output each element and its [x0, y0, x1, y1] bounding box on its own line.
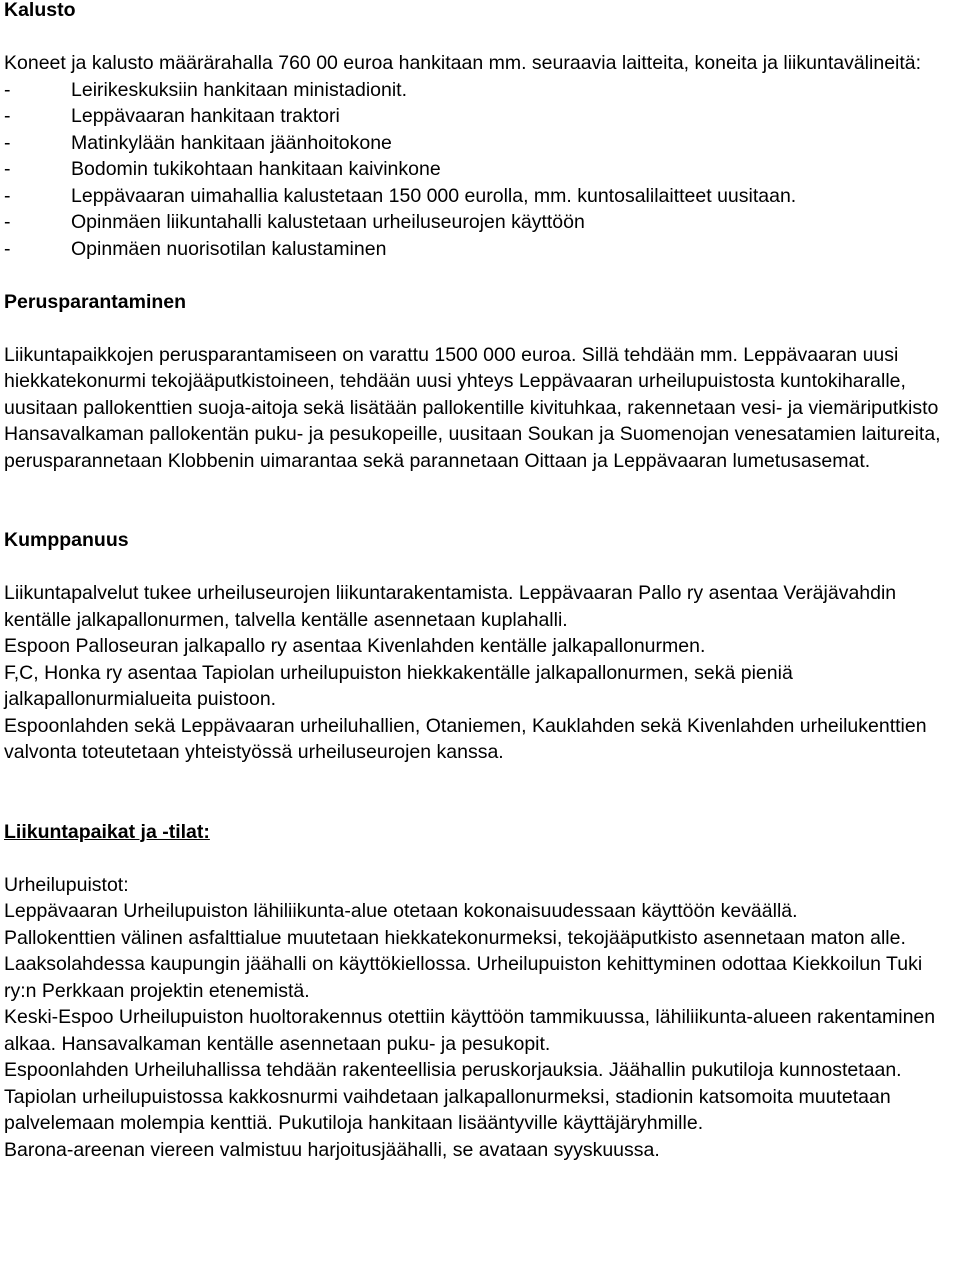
section-perusparantaminen: [4, 289, 956, 475]
liikuntapaikat-paragraph: Laaksolahdessa kaupungin jäähalli on käyttökiellossa. Urheilupuiston kehittyminen odottaa Kiekkoilun Tuki ry:n Perkkaan projektin etenemistä.: [4, 953, 923, 1002]
liikuntapaikat-paragraph: Tapiolan urheilupuistossa kakkosnurmi vaihdetaan jalkapallonurmeksi, stadionin katsomoita muutetaan palvelemaan molempia kenttiä. Pukutiloja hankitaan lisääntyville käyttäjäryhmille.: [4, 1085, 891, 1134]
list-dash: -: [4, 105, 11, 127]
list-dash: -: [4, 158, 11, 180]
heading-kalusto: Kalusto: [4, 0, 76, 21]
list-item: - Leppävaaran hankitaan traktori: [4, 103, 956, 130]
liikuntapaikat-paragraph: Barona-areenan viereen valmistuu harjoitusjäähalli, se avataan syyskuussa.: [4, 1138, 660, 1161]
kumppanuus-paragraph: Liikuntapalvelut tukee urheiluseurojen liikuntarakentamista. Leppävaaran Pallo ry asentaa Veräjävahdin kentälle jalkapallonurmen, talvella kentälle asennetaan kuplahalli.: [4, 582, 897, 631]
list-item: - Matinkylään hankitaan jäänhoitokone: [4, 130, 956, 157]
kalusto-intro: Koneet ja kalusto määrärahalla 760 00 euroa hankitaan mm. seuraavia laitteita, koneita ja liikuntavälineitä:: [4, 52, 922, 74]
liikuntapaikat-paragraph: Pallokenttien välinen asfalttialue muutetaan hiekkatekonurmeksi, tekojääputkisto asennetaan maton alle.: [4, 926, 906, 949]
kumppanuus-paragraph: Espoonlahden sekä Leppävaaran urheiluhallien, Otaniemen, Kauklahden sekä Kivenlahden urheilukenttien valvonta toteutetaan yhteistyössä urheiluseurojen kanssa.: [4, 714, 927, 763]
list-dash: -: [4, 131, 11, 154]
list-dash: -: [4, 184, 11, 207]
heading-liikuntapaikat: Liikuntapaikat ja -tilat:: [4, 820, 210, 843]
section-kalusto: [4, 0, 956, 262]
heading-kumppanuus: Kumppanuus: [4, 529, 129, 551]
list-item: - Bodomin tukikohtaan hankitaan kaivinkone: [4, 156, 956, 183]
liikuntapaikat-paragraph: Keski-Espoo Urheilupuiston huoltorakennus otettiin käyttöön tammikuussa, lähiliikunta-alueen rakentaminen alkaa. Hansavalkaman kentälle asennetaan puku- ja pesukopit.: [4, 1006, 936, 1055]
section-kumppanuus: [4, 527, 956, 766]
liikuntapaikat-paragraph: Leppävaaran Urheilupuiston lähiliikunta-alue otetaan kokonaisuudessaan käyttöön keväällä.: [4, 900, 798, 922]
list-item: - Opinmäen liikuntahalli kalustetaan urheiluseurojen käyttöön: [4, 209, 956, 236]
list-item: - Leirikeskuksiin hankitaan ministadionit.: [4, 77, 956, 104]
section-liikuntapaikat: [4, 819, 956, 1164]
list-dash: -: [4, 78, 11, 101]
kumppanuus-paragraph: Espoon Palloseuran jalkapallo ry asentaa Kivenlahden kentälle jalkapallonurmen.: [4, 635, 706, 657]
heading-perusparantaminen: Perusparantaminen: [4, 290, 187, 313]
perusparantaminen-text: Liikuntapaikkojen perusparantamiseen on varattu 1500 000 euroa. Sillä tehdään mm. Leppävaaran uusi hiekkatekonurmi tekojääputkistoineen, tehdään uusi yhteys Leppävaaran urheilupuistosta kuntokiharalle, uusitaan pallokenttien suoja-aitoja sekä lisätään pallokentille kivituhkaa, rakennetaan vesi- ja viemäriputkisto Hansavalkaman pallokentän puku- ja pesukopeille, uusitaan Soukan ja Suomenojan venesatamien laitureita, perusparannetaan Klobbenin uimarantaa sekä parannetaan Oittaan ja Leppävaaran lumetusasemat.: [4, 343, 941, 472]
kalusto-list: [4, 77, 956, 263]
subheading-urheilupuistot: Urheilupuistot:: [4, 873, 129, 896]
list-dash: -: [4, 211, 11, 233]
list-item: - Leppävaaran uimahallia kalustetaan 150 000 eurolla, mm. kuntosalilaitteet uusitaan.: [4, 183, 956, 210]
list-item: - Opinmäen nuorisotilan kalustaminen: [4, 236, 956, 263]
kumppanuus-paragraph: F,C, Honka ry asentaa Tapiolan urheilupuiston hiekkakentälle jalkapallonurmen, sekä pieniä jalkapallonurmialueita puistoon.: [4, 661, 793, 710]
list-dash: -: [4, 237, 11, 260]
document-page: [4, 0, 956, 1163]
liikuntapaikat-paragraph: Espoonlahden Urheiluhallissa tehdään rakenteellisia peruskorjauksia. Jäähallin pukutiloja kunnostetaan.: [4, 1059, 902, 1081]
